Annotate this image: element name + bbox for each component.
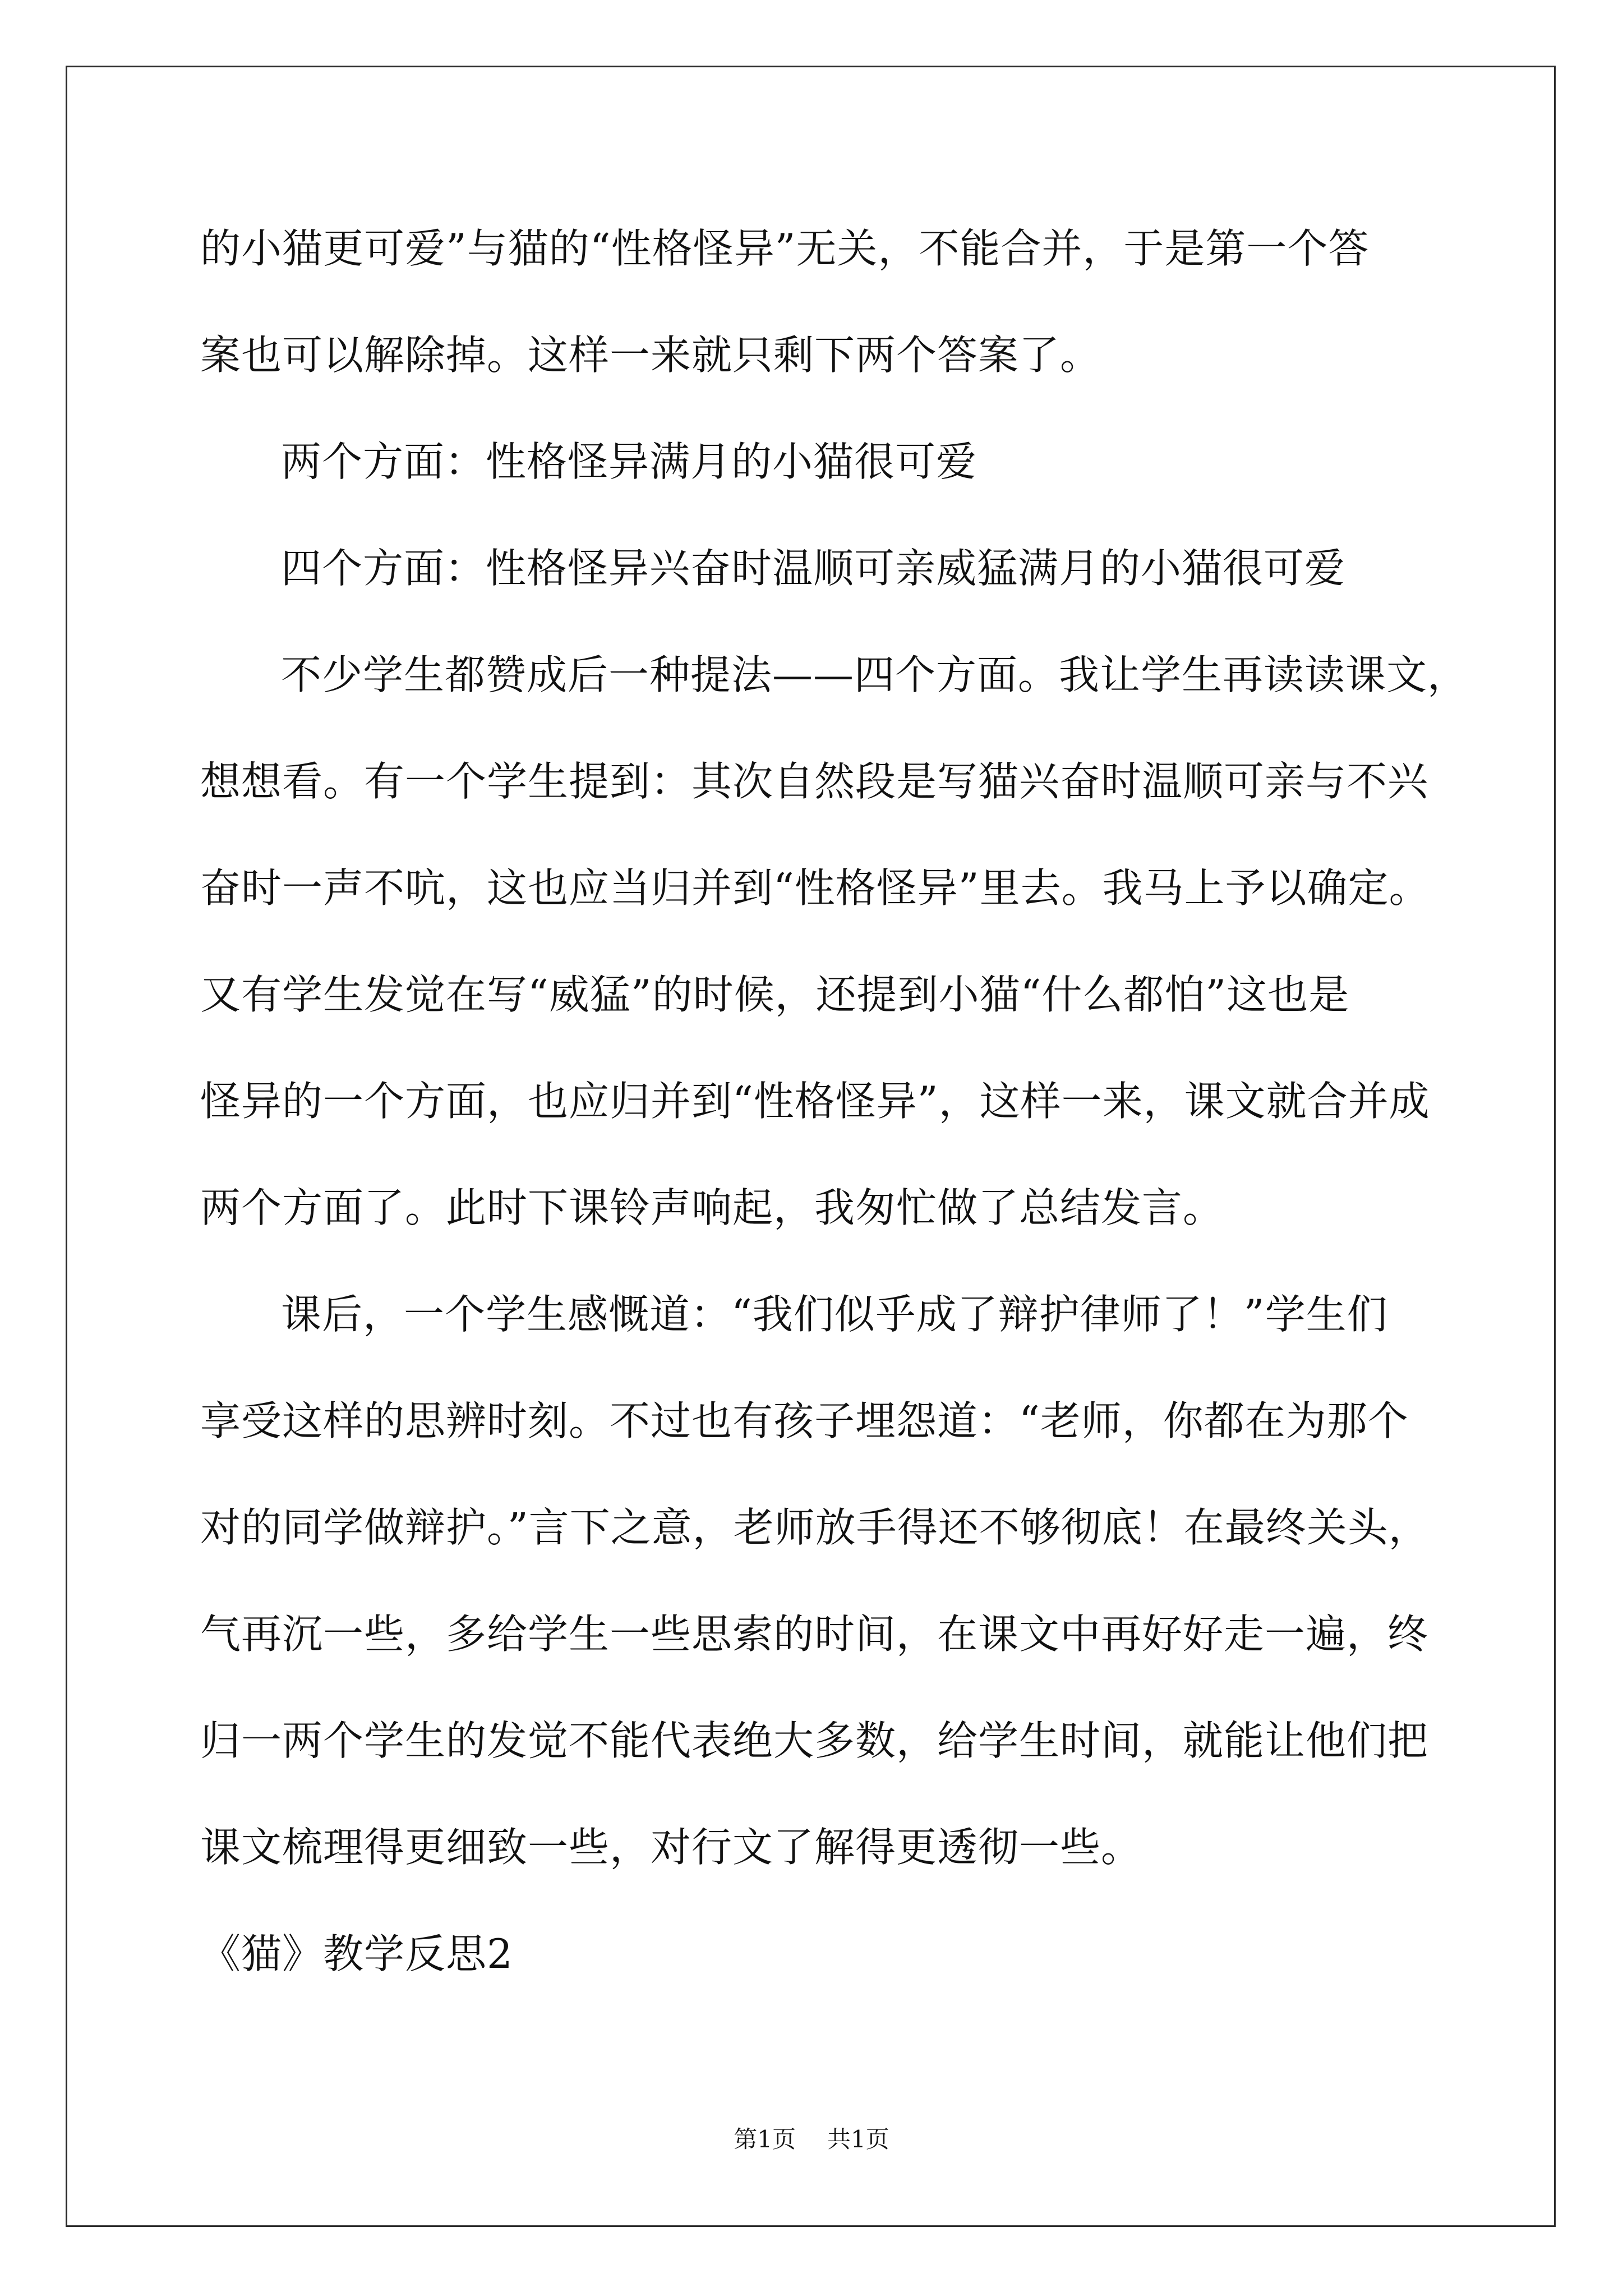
text-line: 又有学生发觉在写“威猛”的时候，还提到小猫“什么都怕”这也是 <box>200 971 1350 1018</box>
text-line: 奋时一声不吭，这也应当归并到“性格怪异”里去。我马上予以确定。 <box>200 864 1430 912</box>
text-line: 享受这样的思辨时刻。不过也有孩子埋怨道：“老师，你都在为那个 <box>200 1397 1409 1444</box>
text-line: 归一两个学生的发觉不能代表绝大多数，给学生时间，就能让他们把 <box>200 1717 1429 1764</box>
text-line: 对的同学做辩护。”言下之意，老师放手得还不够彻底！在最终关头， <box>200 1504 1430 1551</box>
page-total: 共1页 <box>827 2125 889 2153</box>
page-number: 第1页 <box>734 2125 796 2153</box>
text-line: 课文梳理得更细致一些，对行文了解得更透彻一些。 <box>200 1824 1142 1871</box>
text-line: 四个方面：性格怪异兴奋时温顺可亲威猛满月的小猫很可爱 <box>281 545 1346 592</box>
text-line: 不少学生都赞成后一种提法——四个方面。我让学生再读读课文， <box>281 651 1469 698</box>
text-line: 两个方面：性格怪异满月的小猫很可爱 <box>281 438 978 485</box>
text-line: 想想看。有一个学生提到：其次自然段是写猫兴奋时温顺可亲与不兴 <box>200 758 1429 805</box>
text-line: 课后，一个学生感慨道：“我们似乎成了辩护律师了！”学生们 <box>281 1291 1388 1338</box>
section-heading: 《猫》教学反思2 <box>200 1930 513 1977</box>
text-line: 案也可以解除掉。这样一来就只剩下两个答案了。 <box>200 332 1101 379</box>
text-line: 两个方面了。此时下课铃声响起，我匆忙做了总结发言。 <box>200 1184 1224 1231</box>
document-body <box>200 195 1535 2007</box>
text-line: 气再沉一些，多给学生一些思索的时间，在课文中再好好走一遍，终 <box>200 1611 1429 1658</box>
page-footer <box>0 2125 1623 2154</box>
text-line: 怪异的一个方面，也应归并到“性格怪异”，这样一来，课文就合并成 <box>200 1078 1430 1125</box>
text-line: 的小猫更可爱”与猫的“性格怪异”无关，不能合并，于是第一个答 <box>200 225 1370 272</box>
